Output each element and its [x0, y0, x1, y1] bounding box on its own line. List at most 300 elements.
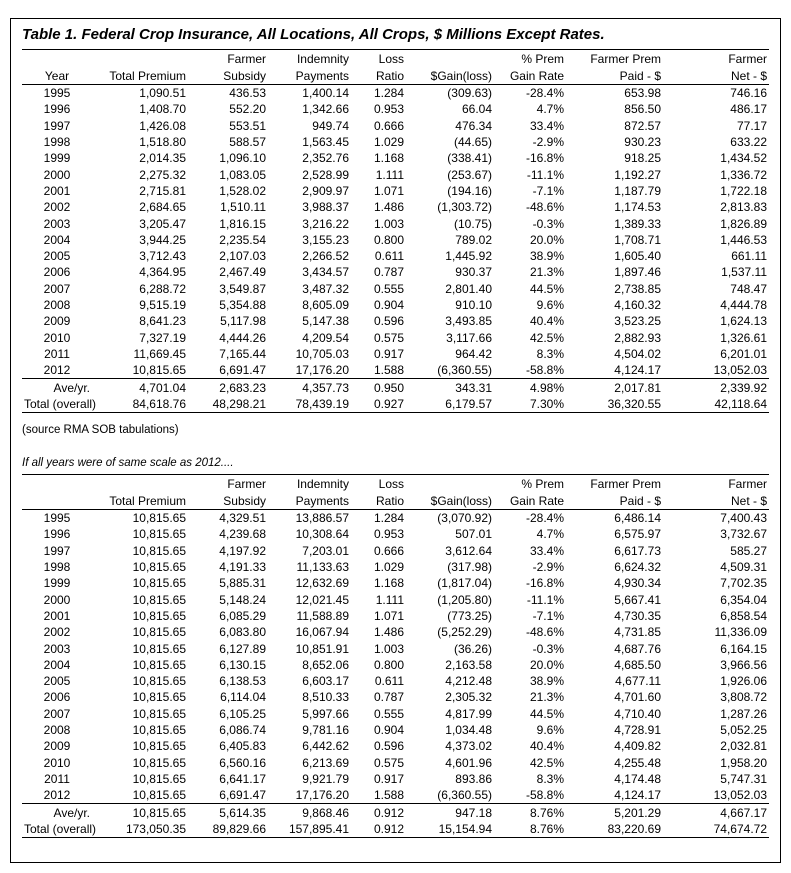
data-cell: 6,691.47	[219, 788, 266, 803]
table-row	[22, 248, 769, 264]
data-cell: 2,266.52	[302, 249, 349, 264]
data-cell: 1.486	[373, 625, 404, 640]
table-row	[22, 624, 769, 640]
year-cell: 2004	[43, 232, 71, 247]
data-cell: 4,364.95	[139, 265, 186, 280]
data-cell: 4,373.02	[445, 739, 492, 754]
table-row	[22, 150, 769, 166]
data-cell: 6,213.69	[302, 755, 349, 770]
summary-cell: 6,179.57	[406, 396, 494, 413]
summary-label: Total (overall)	[24, 397, 97, 412]
data-cell: (194.16)	[447, 183, 492, 198]
data-cell: 748.47	[730, 281, 767, 296]
data-cell: -0.3%	[532, 641, 564, 656]
summary-cell: 48,298.21	[188, 396, 268, 413]
data-cell: (773.25)	[447, 608, 492, 623]
data-cell: 4,409.82	[614, 739, 661, 754]
data-cell: 653.98	[624, 86, 661, 101]
year-cell: 2006	[43, 265, 71, 280]
data-cell: 1,605.40	[614, 249, 661, 264]
table-row	[22, 346, 769, 362]
column-header: % Prem	[494, 50, 566, 68]
scaled-crop-insurance-table	[22, 474, 769, 838]
data-cell: 1,426.08	[139, 118, 186, 133]
year-cell: 1995	[43, 86, 71, 101]
data-cell: 6,130.15	[219, 657, 266, 672]
data-cell: 5,354.88	[219, 298, 266, 312]
data-cell: 66.04	[461, 102, 492, 117]
data-cell: 0.575	[373, 330, 404, 345]
header-row-bottom	[22, 67, 769, 85]
data-cell: 0.666	[373, 118, 404, 133]
data-cell: (1,817.04)	[437, 576, 492, 591]
table-row	[22, 673, 769, 689]
year-cell: 2002	[43, 200, 71, 215]
data-cell: 2,882.93	[614, 330, 661, 345]
column-header: Farmer	[663, 50, 769, 68]
data-cell: 10,308.64	[295, 527, 349, 542]
table-row	[22, 526, 769, 542]
column-header	[406, 475, 494, 493]
data-cell: 789.02	[455, 232, 492, 247]
data-cell: 4,730.35	[614, 608, 661, 623]
data-cell: 1,083.05	[219, 167, 266, 182]
data-cell: 6,127.89	[219, 641, 266, 656]
data-cell: (309.63)	[447, 86, 492, 101]
data-cell: 0.611	[374, 249, 404, 264]
data-cell: 4,329.51	[219, 511, 266, 526]
column-header	[92, 50, 188, 68]
summary-cell: 343.31	[406, 379, 494, 396]
data-cell: 11,336.09	[714, 625, 767, 640]
summary-cell: 8.76%	[494, 821, 566, 838]
data-cell: 1,287.26	[720, 706, 767, 721]
data-cell: 6,641.17	[219, 771, 266, 786]
data-cell: 44.5%	[529, 706, 564, 721]
year-cell: 2009	[43, 314, 71, 329]
data-cell: 77.17	[736, 118, 767, 133]
data-cell: 1,528.02	[219, 183, 266, 198]
data-cell: 872.57	[624, 118, 661, 133]
data-cell: 3,988.37	[302, 200, 349, 215]
data-cell: 4,504.02	[614, 346, 661, 361]
data-cell: 2,107.03	[219, 249, 266, 264]
data-cell: 588.57	[229, 135, 266, 150]
data-cell: 1,518.80	[139, 135, 186, 150]
data-cell: 1,174.53	[614, 200, 661, 215]
data-cell: 8,510.33	[302, 690, 349, 705]
data-cell: 0.787	[373, 690, 404, 705]
data-cell: (44.65)	[453, 135, 492, 150]
summary-cell: 42,118.64	[663, 396, 769, 413]
summary-cell: 89,829.66	[188, 821, 268, 838]
data-cell: 0.555	[373, 706, 404, 721]
data-cell: 949.74	[312, 118, 349, 133]
data-cell: 6,114.04	[220, 690, 266, 705]
data-cell: 21.3%	[529, 690, 564, 705]
column-header: Payments	[268, 67, 351, 85]
data-cell: 0.611	[374, 674, 404, 689]
data-cell: (338.41)	[447, 151, 492, 166]
data-cell: 0.904	[373, 723, 404, 737]
data-cell: 1,408.70	[139, 102, 186, 117]
data-cell: 4.7%	[536, 102, 564, 117]
data-cell: 5,667.41	[614, 592, 661, 607]
data-cell: 10,815.65	[132, 641, 186, 656]
data-cell: 6,603.17	[302, 674, 349, 689]
data-cell: 3,434.57	[302, 265, 349, 280]
table-row	[22, 689, 769, 705]
data-cell: 3,612.64	[445, 543, 492, 558]
data-cell: 0.917	[373, 771, 404, 786]
column-header	[22, 475, 92, 493]
column-header: Paid - $	[566, 492, 663, 510]
data-cell: 3,216.22	[302, 216, 349, 231]
data-cell: 0.555	[373, 281, 404, 296]
data-cell: 893.86	[455, 771, 492, 786]
column-header: Farmer	[188, 475, 268, 493]
data-cell: 13,052.03	[713, 363, 767, 378]
data-cell: 6,617.73	[614, 543, 661, 558]
data-cell: 4,239.68	[219, 527, 266, 542]
table-row	[22, 640, 769, 656]
year-cell: 1996	[43, 102, 71, 117]
year-cell: 2009	[43, 739, 71, 754]
summary-cell: 2,339.92	[663, 379, 769, 396]
year-cell: 2008	[43, 723, 71, 737]
header-row-top	[22, 475, 769, 493]
data-cell: 2,738.85	[614, 281, 661, 296]
table-row	[22, 183, 769, 199]
data-cell: 4.7%	[536, 527, 564, 542]
data-cell: 11,669.45	[133, 346, 186, 361]
data-cell: 12,632.69	[295, 576, 349, 591]
data-cell: 1,624.13	[720, 314, 767, 329]
column-header: $Gain(loss)	[406, 67, 494, 85]
year-cell: 2008	[43, 298, 71, 312]
year-cell: 1995	[43, 511, 71, 526]
table-row	[22, 738, 769, 754]
header-row-top	[22, 50, 769, 68]
column-header: Farmer Prem	[566, 50, 663, 68]
total-row	[22, 396, 769, 413]
year-cell: 2000	[43, 167, 71, 182]
summary-cell: 78,439.19	[268, 396, 351, 413]
data-cell: 4,209.54	[302, 330, 349, 345]
data-cell: 4,174.48	[614, 771, 661, 786]
data-cell: 2,032.81	[720, 739, 767, 754]
data-cell: 6,288.72	[139, 281, 186, 296]
year-cell: 2001	[43, 183, 71, 198]
data-cell: 8.3%	[536, 346, 564, 361]
data-cell: 1,336.72	[720, 167, 767, 182]
data-cell: 930.37	[455, 265, 492, 280]
data-cell: 44.5%	[529, 281, 564, 296]
data-cell: 1.071	[373, 608, 404, 623]
data-cell: 33.4%	[529, 543, 564, 558]
data-cell: 4,197.92	[219, 543, 266, 558]
data-cell: 0.953	[373, 527, 404, 542]
data-cell: 6,575.97	[614, 527, 661, 542]
data-cell: 7,400.43	[720, 511, 767, 526]
column-header: Indemnity	[268, 475, 351, 493]
year-cell: 2000	[43, 592, 71, 607]
data-cell: 5,147.38	[302, 314, 349, 329]
summary-cell: 4,667.17	[663, 804, 769, 821]
data-cell: 1,816.15	[219, 216, 266, 231]
summary-cell: 157,895.41	[268, 821, 351, 838]
data-cell: 42.5%	[529, 330, 564, 345]
data-cell: 3,732.67	[720, 527, 767, 542]
table-row	[22, 134, 769, 150]
table-row	[22, 166, 769, 182]
table-row	[22, 559, 769, 575]
data-cell: 10,815.65	[132, 657, 186, 672]
data-cell: 1.168	[373, 151, 404, 166]
table-row	[22, 706, 769, 722]
year-cell: 2002	[43, 625, 71, 640]
data-cell: 930.23	[624, 135, 661, 150]
column-header: Loss	[351, 475, 406, 493]
data-cell: (6,360.55)	[437, 788, 492, 803]
data-cell: 4,191.33	[219, 560, 266, 575]
data-cell: 9,515.19	[139, 298, 186, 312]
table-row	[22, 657, 769, 673]
data-cell: 1.003	[373, 216, 404, 231]
column-header: Net - $	[663, 67, 769, 85]
column-header	[406, 50, 494, 68]
data-cell: 38.9%	[529, 674, 564, 689]
data-cell: -58.8%	[525, 363, 564, 378]
data-cell: 6,442.62	[302, 739, 349, 754]
data-cell: 0.787	[373, 265, 404, 280]
column-header	[22, 492, 92, 510]
data-cell: 2,352.76	[302, 151, 349, 166]
data-cell: 9.6%	[536, 298, 564, 312]
data-cell: -16.8%	[525, 151, 564, 166]
data-cell: 1.003	[373, 641, 404, 656]
data-cell: 3,966.56	[720, 657, 767, 672]
table-row	[22, 787, 769, 804]
data-cell: 633.22	[730, 135, 767, 150]
data-cell: 7,327.19	[139, 330, 186, 345]
data-cell: 10,815.65	[132, 511, 186, 526]
data-cell: 6,138.53	[219, 674, 266, 689]
data-cell: 1.111	[375, 592, 404, 607]
data-cell: 40.4%	[529, 314, 564, 329]
data-cell: 10,815.65	[132, 706, 186, 721]
data-cell: 1,826.89	[720, 216, 767, 231]
column-header: Total Premium	[92, 492, 188, 510]
data-cell: 1,326.61	[720, 330, 767, 345]
summary-cell: 9,868.46	[268, 804, 351, 821]
data-cell: 9.6%	[536, 723, 564, 737]
data-cell: 10,815.65	[132, 527, 186, 542]
year-cell: 1998	[43, 135, 71, 150]
column-header: Payments	[268, 492, 351, 510]
data-cell: 7,165.44	[219, 346, 266, 361]
column-header: Ratio	[351, 492, 406, 510]
summary-label: Ave/yr.	[22, 379, 92, 396]
data-cell: 1,563.45	[302, 135, 349, 150]
data-cell: (10.75)	[453, 216, 492, 231]
data-cell: 33.4%	[529, 118, 564, 133]
data-cell: (1,303.72)	[437, 200, 492, 215]
data-cell: 7,702.35	[720, 576, 767, 591]
data-cell: 12,021.45	[295, 592, 349, 607]
data-cell: 1.588	[373, 363, 404, 378]
average-row	[22, 379, 769, 396]
data-cell: 1,510.11	[220, 200, 266, 215]
data-cell: 1,958.20	[720, 755, 767, 770]
table-row	[22, 118, 769, 134]
data-cell: (36.26)	[453, 641, 492, 656]
data-cell: (253.67)	[447, 167, 492, 182]
table-row	[22, 543, 769, 559]
year-cell: 2012	[43, 788, 71, 803]
data-cell: 4,701.60	[614, 690, 661, 705]
year-cell: 2007	[43, 706, 71, 721]
data-cell: 1,034.48	[445, 723, 492, 737]
data-cell: 552.20	[229, 102, 266, 117]
data-cell: 5,117.98	[220, 314, 266, 329]
data-cell: 1,342.66	[302, 102, 349, 117]
data-cell: 9,781.16	[302, 723, 349, 737]
column-header: Farmer	[663, 475, 769, 493]
table-row	[22, 232, 769, 248]
year-cell: 2011	[44, 346, 70, 361]
data-cell: 11,133.63	[296, 560, 349, 575]
data-cell: 20.0%	[529, 657, 564, 672]
data-cell: 6,560.16	[219, 755, 266, 770]
summary-cell: 84,618.76	[92, 396, 188, 413]
summary-cell: 5,614.35	[188, 804, 268, 821]
data-cell: (5,252.29)	[437, 625, 492, 640]
data-cell: 5,997.66	[302, 706, 349, 721]
source-note: (source RMA SOB tabulations)	[22, 424, 179, 436]
data-cell: 6,201.01	[720, 346, 767, 361]
data-cell: 4,728.91	[614, 723, 661, 737]
data-cell: -7.1%	[532, 183, 564, 198]
summary-cell: 0.950	[351, 379, 406, 396]
column-header: Farmer Prem	[566, 475, 663, 493]
column-header: Subsidy	[188, 67, 268, 85]
data-cell: 2,684.65	[139, 200, 186, 215]
data-cell: 10,815.65	[132, 723, 186, 737]
year-cell: 2012	[43, 363, 71, 378]
data-cell: 2,715.81	[139, 183, 186, 198]
average-row	[22, 804, 769, 821]
page-title: Table 1. Federal Crop Insurance, All Locations, All Crops, $ Millions Except Rates.	[22, 26, 605, 43]
data-cell: -11.1%	[526, 167, 564, 182]
data-cell: 8,641.23	[139, 314, 186, 329]
data-cell: 1.029	[373, 560, 404, 575]
table-row	[22, 297, 769, 313]
data-cell: 0.904	[373, 298, 404, 312]
data-cell: -28.4%	[525, 86, 564, 101]
data-cell: 1.284	[373, 86, 404, 101]
data-cell: 2,909.97	[302, 183, 349, 198]
year-cell: 2001	[43, 608, 71, 623]
data-cell: 10,815.65	[132, 560, 186, 575]
data-cell: 4,444.78	[720, 298, 767, 312]
column-header: $Gain(loss)	[406, 492, 494, 510]
data-cell: 918.25	[624, 151, 661, 166]
data-cell: 436.53	[229, 86, 266, 101]
data-cell: 10,851.91	[295, 641, 349, 656]
column-header: Gain Rate	[494, 492, 566, 510]
data-cell: 2,813.83	[720, 200, 767, 215]
data-cell: 2,305.32	[445, 690, 492, 705]
data-cell: -2.9%	[532, 560, 564, 575]
data-cell: 5,747.31	[720, 771, 767, 786]
data-cell: 10,815.65	[132, 771, 186, 786]
data-cell: 4,677.11	[615, 674, 661, 689]
data-cell: 1.029	[373, 135, 404, 150]
data-cell: 13,886.57	[295, 511, 349, 526]
year-cell: 1999	[43, 576, 71, 591]
data-cell: 4,509.31	[720, 560, 767, 575]
data-cell: 0.800	[373, 232, 404, 247]
data-cell: 16,067.94	[295, 625, 349, 640]
data-cell: 6,164.15	[720, 641, 767, 656]
table-row	[22, 362, 769, 379]
summary-cell: 4,701.04	[92, 379, 188, 396]
data-cell: 4,817.99	[445, 706, 492, 721]
data-cell: 13,052.03	[713, 788, 767, 803]
data-cell: 4,930.34	[614, 576, 661, 591]
data-cell: 6,624.32	[614, 560, 661, 575]
table-row	[22, 281, 769, 297]
data-cell: (317.98)	[447, 560, 492, 575]
data-cell: 5,885.31	[219, 576, 266, 591]
data-cell: 964.42	[455, 346, 492, 361]
data-cell: 8,652.06	[302, 657, 349, 672]
table-row	[22, 264, 769, 280]
data-cell: 6,691.47	[219, 363, 266, 378]
data-cell: 2,163.58	[445, 657, 492, 672]
data-cell: 1,192.27	[614, 167, 661, 182]
summary-cell: 83,220.69	[566, 821, 663, 838]
data-cell: 1.071	[373, 183, 404, 198]
summary-cell: 0.927	[351, 396, 406, 413]
data-cell: 6,085.29	[219, 608, 266, 623]
data-cell: 1,537.11	[721, 265, 767, 280]
data-cell: 3,944.25	[139, 232, 186, 247]
column-header: Loss	[351, 50, 406, 68]
year-cell: 1997	[43, 543, 71, 558]
data-cell: 7,203.01	[302, 543, 349, 558]
data-cell: 11,588.89	[296, 608, 349, 623]
summary-cell: 74,674.72	[663, 821, 769, 838]
data-cell: 10,815.65	[132, 608, 186, 623]
column-header: Paid - $	[566, 67, 663, 85]
data-cell: 8.3%	[536, 771, 564, 786]
data-cell: 476.34	[455, 118, 492, 133]
data-cell: 3,523.25	[614, 314, 661, 329]
column-header: Ratio	[351, 67, 406, 85]
column-header: % Prem	[494, 475, 566, 493]
data-cell: 3,117.66	[446, 330, 492, 345]
data-cell: 3,712.43	[139, 249, 186, 264]
data-cell: 553.51	[229, 118, 266, 133]
table-row	[22, 771, 769, 787]
header-row-bottom	[22, 492, 769, 510]
summary-cell: 5,201.29	[566, 804, 663, 821]
data-cell: 1,897.46	[614, 265, 661, 280]
data-cell: 1,926.06	[720, 674, 767, 689]
data-cell: 10,815.65	[132, 576, 186, 591]
